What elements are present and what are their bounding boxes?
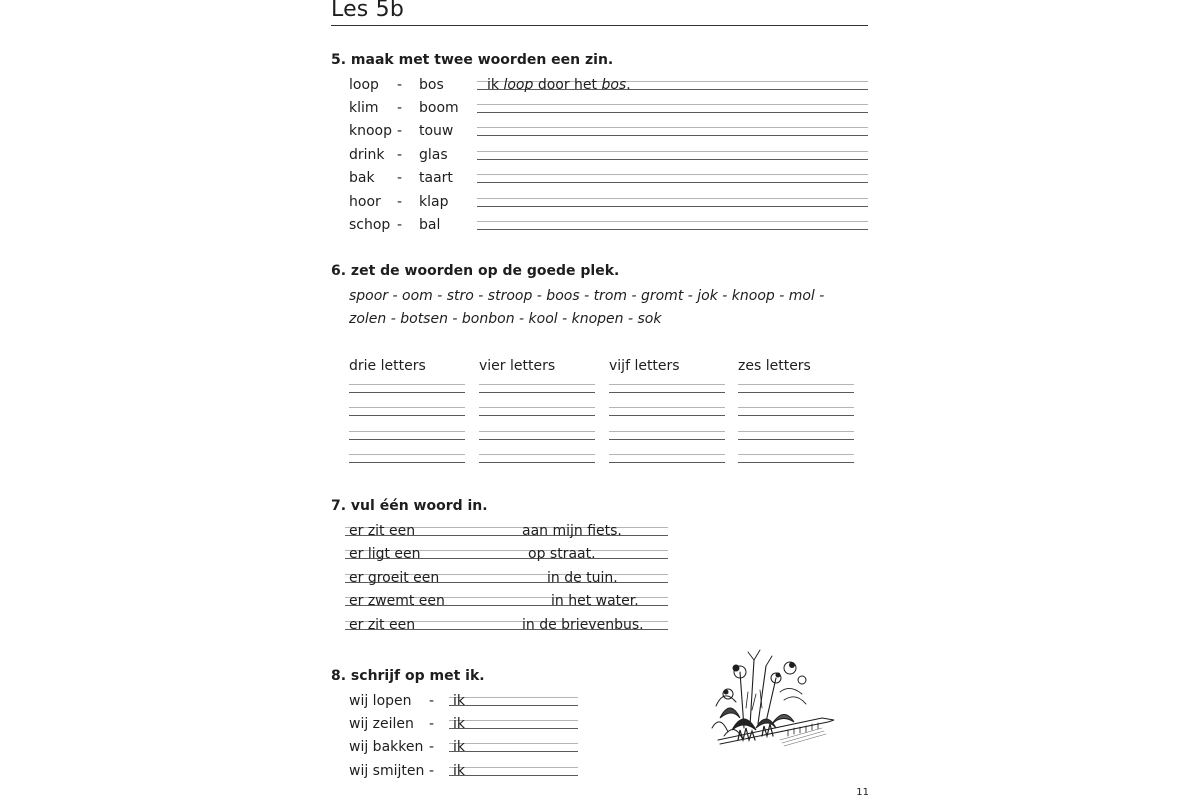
pair-word-1: klim [349,100,379,116]
answer-line[interactable] [449,743,578,752]
page-title: Les 5b [331,0,405,22]
page-number: 11 [856,787,869,798]
answer-prefix: ik [453,763,465,779]
prompt-phrase: wij lopen [349,693,412,709]
answer-prefix: ik [453,693,465,709]
sentence-end: in de brievenbus. [522,617,644,633]
column-writing-line[interactable] [609,407,725,416]
column-writing-line[interactable] [479,407,595,416]
pair-word-2: bal [419,217,441,233]
answer-line[interactable] [449,720,578,729]
column-writing-line[interactable] [738,431,854,440]
pair-word-1: loop [349,77,379,93]
pair-dash: - [397,217,403,233]
column-writing-line[interactable] [349,384,465,393]
column-writing-line[interactable] [479,431,595,440]
prompt-dash: - [429,693,435,709]
column-writing-line[interactable] [738,454,854,463]
pair-word-1: knoop [349,123,392,139]
column-writing-line[interactable] [479,454,595,463]
answer-writing-line[interactable] [477,221,868,230]
column-writing-line[interactable] [609,384,725,393]
sentence-start: er groeit een [349,570,440,586]
sentence-end: in het water. [551,593,639,609]
word-bank-line-1: spoor - oom - stro - stroop - boos - trom - gromt - jok - knoop - mol - [349,288,825,304]
sentence-start: er zit een [349,523,416,539]
column-writing-line[interactable] [349,407,465,416]
answer-writing-line[interactable] [477,104,868,113]
pair-word-2: glas [419,147,448,163]
sentence-start: er zit een [349,617,416,633]
pair-word-2: boom [419,100,459,116]
pair-word-1: hoor [349,194,381,210]
answer-line[interactable] [449,697,578,706]
prompt-phrase: wij smijten [349,763,425,779]
answer-writing-line[interactable] [477,198,868,207]
prompt-dash: - [429,716,435,732]
column-writing-line[interactable] [349,431,465,440]
answer-writing-line[interactable] [477,127,868,136]
exercise-5-heading: 5. maak met twee woorden een zin. [331,52,614,68]
sentence-end: op straat. [528,546,596,562]
answer-prefix: ik [453,739,465,755]
column-header-five-letters: vijf letters [609,358,680,374]
pair-dash: - [397,170,403,186]
title-rule [331,25,868,26]
column-writing-line[interactable] [609,431,725,440]
prompt-phrase: wij bakken [349,739,424,755]
answer-prefix: ik [453,716,465,732]
column-writing-line[interactable] [479,384,595,393]
pair-word-1: bak [349,170,375,186]
prompt-dash: - [429,763,435,779]
sentence-start: er zwemt een [349,593,445,609]
example-sentence: ik loop door het bos. [487,77,631,93]
pair-dash: - [397,77,403,93]
exercise-7-heading: 7. vul één woord in. [331,498,488,514]
sentence-end: in de tuin. [547,570,618,586]
pair-dash: - [397,194,403,210]
sentence-end: aan mijn fiets. [522,523,622,539]
exercise-6-heading: 6. zet de woorden op de goede plek. [331,263,620,279]
pair-dash: - [397,100,403,116]
answer-line[interactable] [449,767,578,776]
pair-dash: - [397,123,403,139]
pair-word-2: klap [419,194,449,210]
answer-writing-line[interactable] [477,174,868,183]
column-header-three-letters: drie letters [349,358,426,374]
pair-word-1: schop [349,217,391,233]
pair-dash: - [397,147,403,163]
garden-illustration [710,648,840,748]
pair-word-2: touw [419,123,454,139]
exercise-8-heading: 8. schrijf op met ik. [331,668,485,684]
column-writing-line[interactable] [609,454,725,463]
answer-writing-line[interactable] [477,151,868,160]
prompt-dash: - [429,739,435,755]
pair-word-2: bos [419,77,444,93]
column-writing-line[interactable] [738,384,854,393]
column-header-six-letters: zes letters [738,358,811,374]
column-writing-line[interactable] [738,407,854,416]
column-header-four-letters: vier letters [479,358,556,374]
column-writing-line[interactable] [349,454,465,463]
pair-word-1: drink [349,147,385,163]
prompt-phrase: wij zeilen [349,716,414,732]
sentence-start: er ligt een [349,546,421,562]
word-bank-line-2: zolen - botsen - bonbon - kool - knopen - sok [349,311,662,327]
pair-word-2: taart [419,170,453,186]
